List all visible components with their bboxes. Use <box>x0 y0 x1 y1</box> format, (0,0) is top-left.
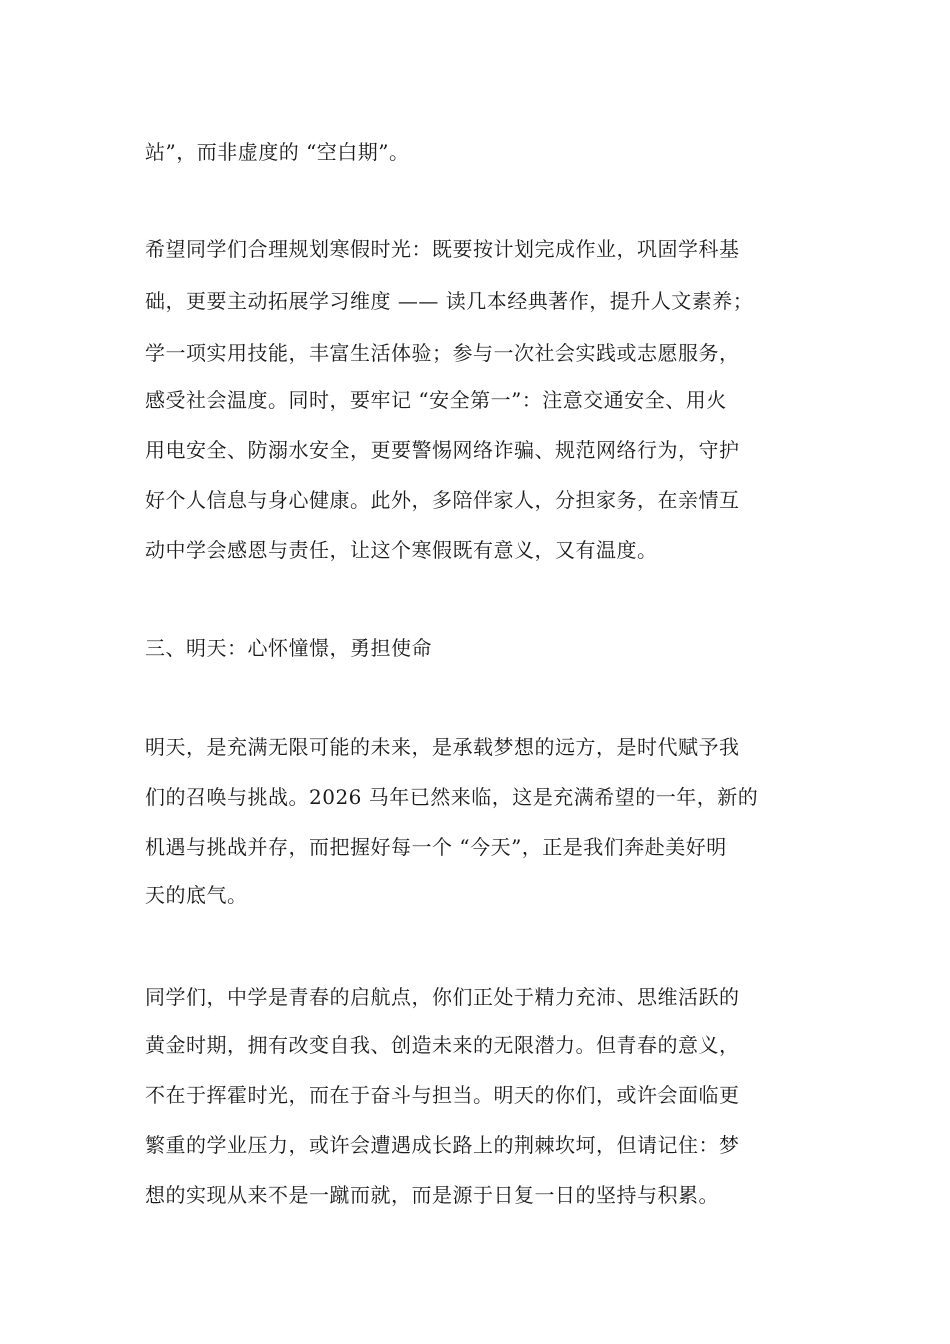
paragraph-2-line-3: 学一项实用技能，丰富生活体验；参与一次社会实践或志愿服务， <box>145 341 740 365</box>
paragraph-5-line-1: 同学们，中学是青春的启航点，你们正处于精力充沛、思维活跃的 <box>145 985 740 1009</box>
paragraph-2-line-4: 感受社会温度。同时，要牢记 “安全第一”：注意交通安全、用火 <box>145 388 727 412</box>
paragraph-2-line-6: 好个人信息与身心健康。此外，多陪伴家人，分担家务，在亲情互 <box>145 488 740 512</box>
paragraph-2-line-5: 用电安全、防溺水安全，更要警惕网络诈骗、规范网络行为，守护 <box>145 438 740 462</box>
section-heading: 三、明天：心怀憧憬，勇担使命 <box>145 636 432 660</box>
paragraph-2-line-2: 础，更要主动拓展学习维度 —— 读几本经典著作，提升人文素养； <box>145 289 754 313</box>
paragraph-5-line-2: 黄金时期，拥有改变自我、创造未来的无限潜力。但青春的意义， <box>145 1033 740 1057</box>
paragraph-4-line-3: 机遇与挑战并存，而把握好每一个 “今天”，正是我们奔赴美好明 <box>145 835 727 859</box>
paragraph-5-line-5: 想的实现从来不是一蹴而就，而是源于日复一日的坚持与积累。 <box>145 1183 719 1207</box>
paragraph-5-line-4: 繁重的学业压力，或许会遭遇成长路上的荆棘坎坷，但请记住：梦 <box>145 1133 740 1157</box>
paragraph-4-line-2: 们的召唤与挑战。2026 马年已然来临，这是充满希望的一年，新的 <box>145 785 759 809</box>
paragraph-2-line-7: 动中学会感恩与责任，让这个寒假既有意义，又有温度。 <box>145 538 658 562</box>
paragraph-5-line-3: 不在于挥霍时光，而在于奋斗与担当。明天的你们，或许会面临更 <box>145 1083 740 1107</box>
paragraph-4-line-1: 明天，是充满无限可能的未来，是承载梦想的远方，是时代赋予我 <box>145 735 740 759</box>
paragraph-2-line-1: 希望同学们合理规划寒假时光：既要按计划完成作业，巩固学科基 <box>145 237 740 261</box>
paragraph-1-line-1: 站”，而非虚度的 “空白期”。 <box>145 140 410 164</box>
paragraph-4-line-4: 天的底气。 <box>145 883 248 907</box>
